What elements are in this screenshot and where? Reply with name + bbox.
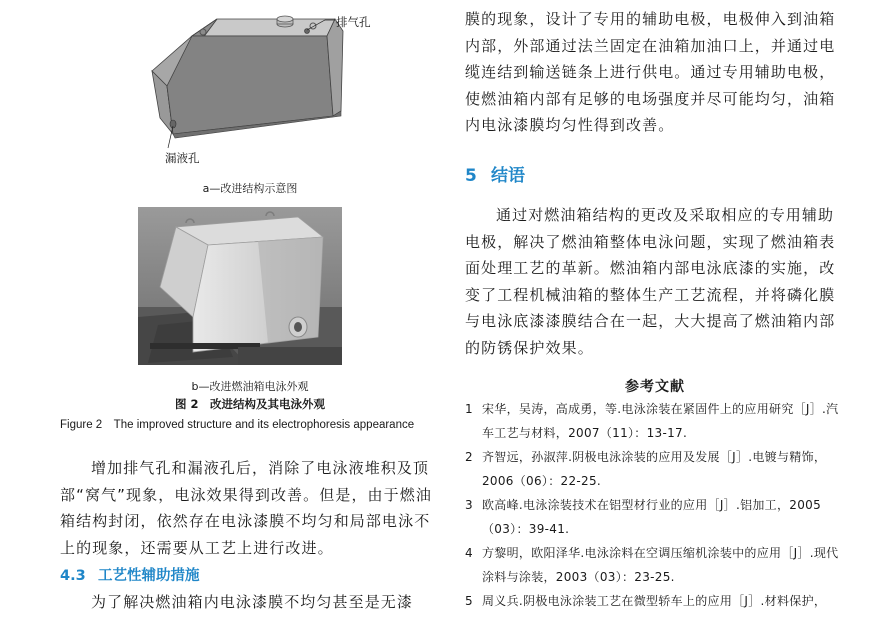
section-number: 5 [465, 166, 477, 186]
reference-text: 宋华，吴涛，高成勇，等.电泳涂装在紧固件上的应用研究［J］.汽车工艺与材料，2007（11）：13-17. [482, 402, 839, 440]
reference-item [465, 589, 845, 613]
references-title: 参考文献 [625, 379, 685, 395]
caption-a: a—改进结构示意图 [202, 182, 298, 195]
reference-item [465, 541, 845, 589]
reference-text: 方黎明，欧阳泽华.电泳涂料在空调压缩机涂装中的应用［J］.现代涂料与涂装，2003（03）：23-25. [482, 546, 839, 584]
section-number: 4.3 [60, 568, 86, 584]
reference-number: 1 [465, 402, 473, 416]
reference-number: 2 [465, 450, 473, 464]
section-title: 工艺性辅助措施 [98, 568, 200, 584]
figure-title-en: Figure 2 The improved structure and its electrophoresis appearance [60, 419, 415, 431]
schematic-drawing [135, 6, 455, 166]
reference-item [465, 445, 845, 493]
electrophoresis-photo [138, 207, 342, 365]
section-title: 结语 [491, 166, 525, 186]
left-paragraph-text: 增加排气孔和漏液孔后，消除了电泳液堆积及顶部“窝气”现象，电泳效果得到改善。但是，由于燃油箱结构封闭，依然存在电泳漆膜不均匀和局部电泳不上的现象，还需要从工艺上进行改进。 [60, 459, 432, 557]
vent-hole-label: 排气孔 [336, 15, 371, 29]
reference-item [465, 397, 845, 445]
section-heading-5 [465, 161, 525, 186]
conclusion-paragraph [465, 202, 845, 361]
reference-text: 齐智远，孙淑萍.阴极电泳涂装的应用及发展［J］.电镀与精饰，2006（06）：22-25. [482, 450, 827, 488]
reference-number: 4 [465, 546, 473, 560]
figure-title-cn: 图 2 改进结构及其电泳外观 [174, 397, 325, 411]
reference-number: 5 [465, 594, 473, 608]
reference-list [465, 397, 845, 613]
section-heading-4-3 [60, 564, 200, 585]
caption-b: b—改进燃油箱电泳外观 [191, 380, 309, 393]
reference-number: 3 [465, 498, 473, 512]
reference-item [465, 493, 845, 541]
drain-hole-label: 漏液孔 [165, 151, 200, 165]
reference-text: 周义兵.阴极电泳涂装工艺在微型轿车上的应用［J］.材料保护， [482, 594, 827, 608]
left-last-line [60, 589, 440, 616]
reference-text: 欧高峰.电泳涂装技术在铝型材行业的应用［J］.铝加工，2005（03）：39-41. [482, 498, 822, 536]
left-body-paragraph [60, 455, 440, 561]
right-continuation-paragraph: 膜的现象，设计了专用的辅助电极，电极伸入到油箱内部，外部通过法兰固定在油箱加油口上，并通过电缆连结到输送链条上进行供电。通过专用辅助电极，使燃油箱内部有足够的电场强度并尽可能均匀，油箱内电泳漆膜均匀性得到改善。 [465, 10, 836, 134]
conclusion-text: 通过对燃油箱结构的更改及采取相应的专用辅助电极，解决了燃油箱整体电泳问题，实现了燃油箱表面处理工艺的革新。燃油箱内部电泳底漆的实施，改变了工程机械油箱的整体生产工艺流程，并将磷化膜与电泳底漆漆膜结合在一起，大大提高了燃油箱内部的防锈保护效果。 [465, 206, 836, 357]
left-last-line-text: 为了解决燃油箱内电泳漆膜不均匀甚至是无漆 [91, 593, 414, 611]
